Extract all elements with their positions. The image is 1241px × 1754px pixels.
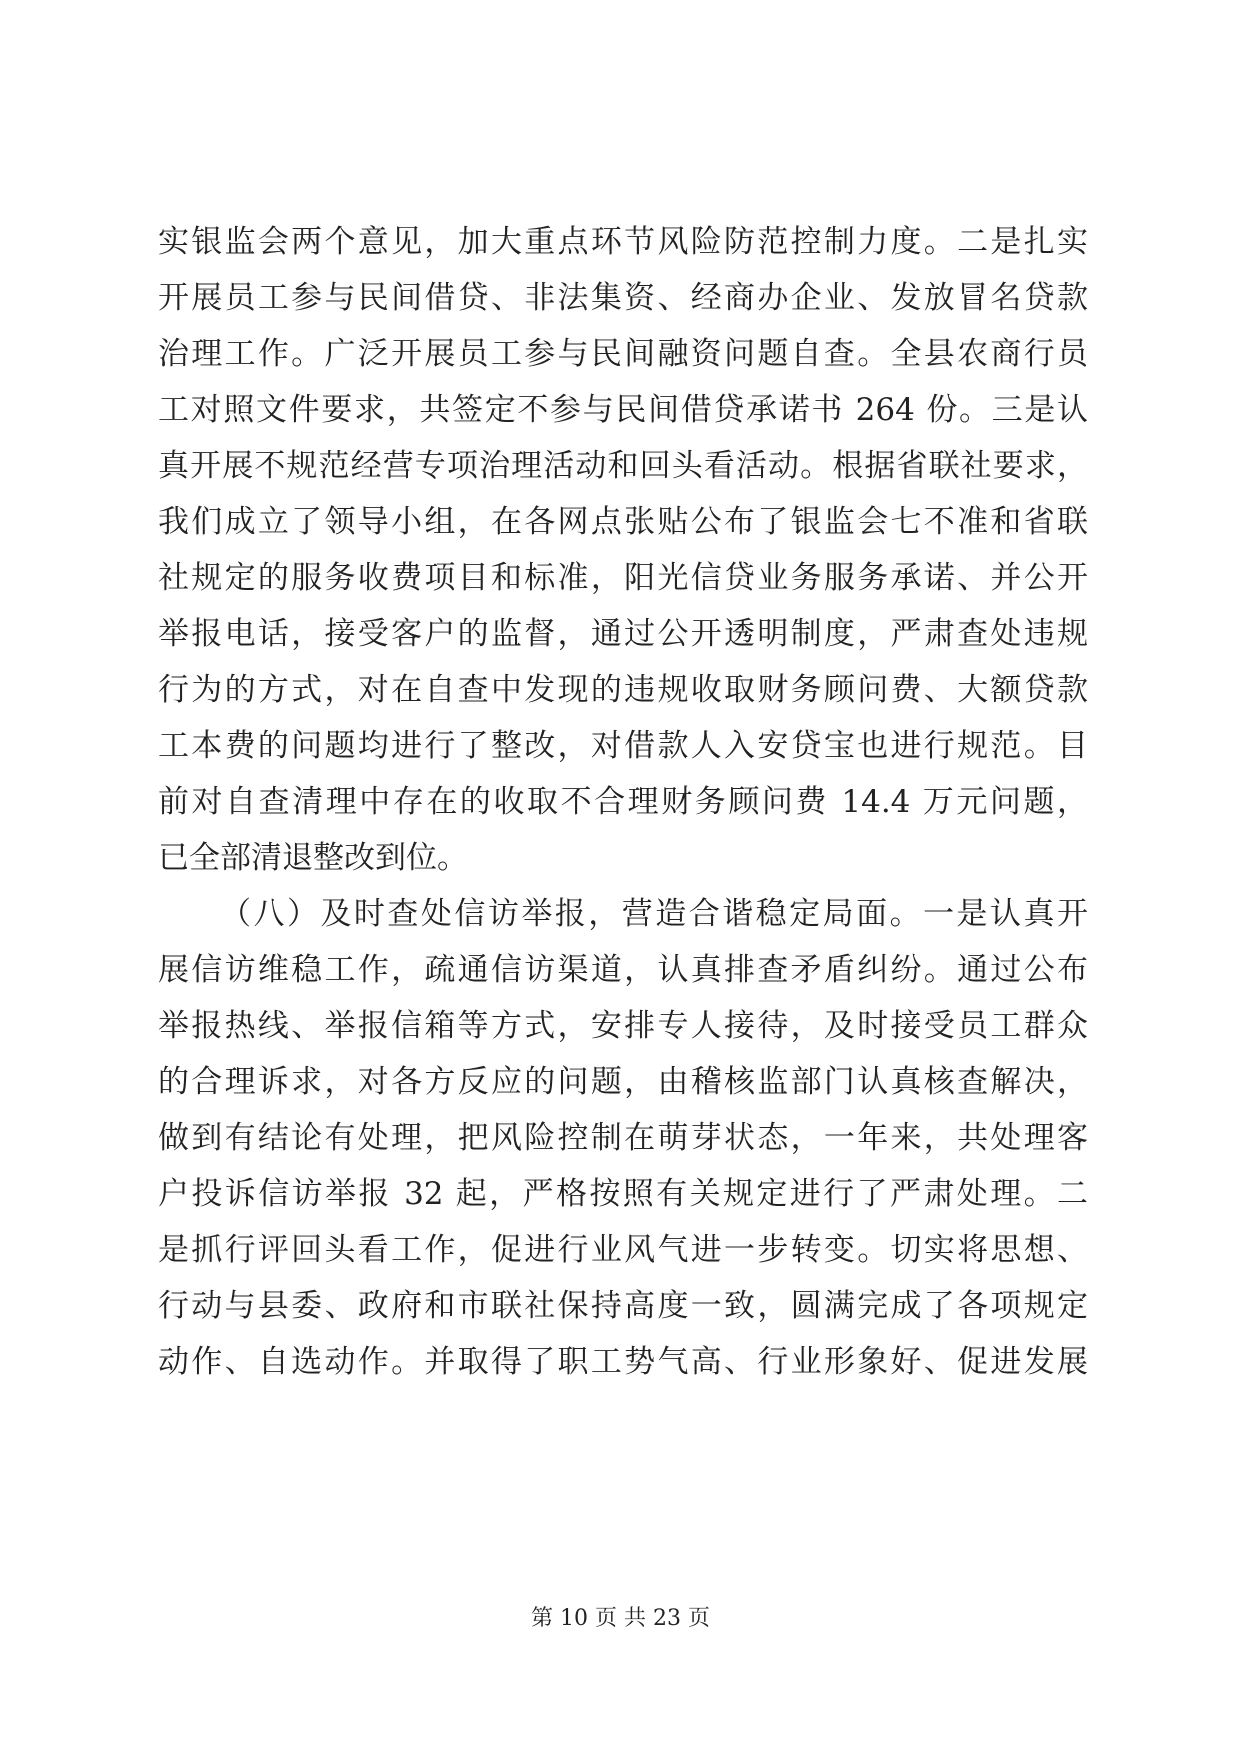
- text-line: 行动与县委、政府和市联社保持高度一致，圆满完成了各项规定: [158, 1288, 1088, 1324]
- text-line: 我们成立了领导小组，在各网点张贴公布了银监会七不准和省联: [158, 504, 1088, 540]
- text-line: 动作、自选动作。并取得了职工势气高、行业形象好、促进发展: [158, 1344, 1088, 1380]
- text-line: 社规定的服务收费项目和标准，阳光信贷业务服务承诺、并公开: [158, 560, 1088, 596]
- text-line: 的合理诉求，对各方反应的问题，由稽核监部门认真核查解决，: [158, 1064, 1088, 1100]
- text-line: 前对自查清理中存在的收取不合理财务顾问费 14.4 万元问题，: [158, 784, 1088, 820]
- text-line: 治理工作。广泛开展员工参与民间融资问题自查。全县农商行员: [158, 336, 1088, 372]
- paragraph-heading-line: （八）及时查处信访举报，营造合谐稳定局面。一是认真开: [220, 896, 1088, 932]
- text-line: 是抓行评回头看工作，促进行业风气进一步转变。切实将思想、: [158, 1232, 1088, 1268]
- text-line: 行为的方式，对在自查中发现的违规收取财务顾问费、大额贷款: [158, 672, 1088, 708]
- text-line: 工本费的问题均进行了整改，对借款人入安贷宝也进行规范。目: [158, 728, 1088, 764]
- text-line: 已全部清退整改到位。: [158, 840, 468, 876]
- text-line: 举报热线、举报信箱等方式，安排专人接待，及时接受员工群众: [158, 1008, 1088, 1044]
- text-line: 实银监会两个意见，加大重点环节风险防范控制力度。二是扎实: [158, 224, 1088, 260]
- text-line: 做到有结论有处理，把风险控制在萌芽状态，一年来，共处理客: [158, 1120, 1088, 1156]
- text-line: 户投诉信访举报 32 起，严格按照有关规定进行了严肃处理。二: [158, 1176, 1088, 1212]
- text-line: 真开展不规范经营专项治理活动和回头看活动。根据省联社要求，: [158, 448, 1088, 484]
- page-number-footer: 第 10 页 共 23 页: [531, 1606, 710, 1631]
- text-line: 展信访维稳工作，疏通信访渠道，认真排查矛盾纠纷。通过公布: [158, 952, 1088, 988]
- text-line: 工对照文件要求，共签定不参与民间借贷承诺书 264 份。三是认: [158, 392, 1088, 428]
- text-line: 开展员工参与民间借贷、非法集资、经商办企业、发放冒名贷款: [158, 280, 1088, 316]
- text-line: 举报电话，接受客户的监督，通过公开透明制度，严肃查处违规: [158, 616, 1088, 652]
